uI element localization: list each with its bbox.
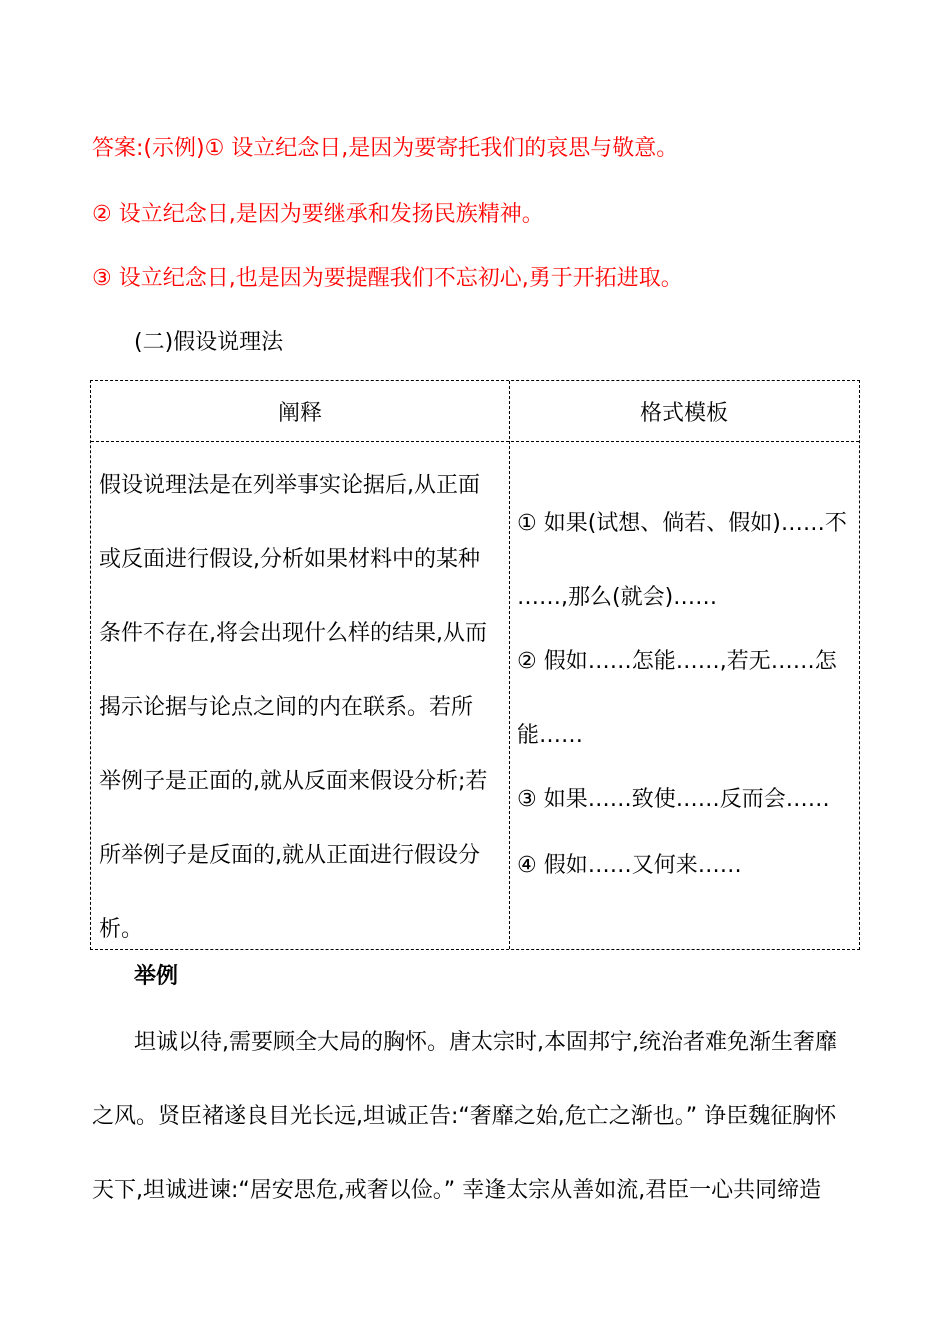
template-line: ……,那么(就会)…… (517, 585, 718, 610)
template-line: ③ 如果……致使……反而会…… (517, 787, 830, 812)
answer-line-3: ③ 设立纪念日,也是因为要提醒我们不忘初心,勇于开拓进取。 (92, 266, 683, 291)
example-line: 天下,坦诚进谏:“居安思危,戒奢以俭。” 幸逢太宗从善如流,君臣一心共同缔造 (92, 1178, 822, 1203)
answer-line-2: ② 设立纪念日,是因为要继承和发扬民族精神。 (92, 202, 544, 227)
explanation-line: 或反面进行假设,分析如果材料中的某种 (99, 547, 480, 572)
section-heading: (二)假设说理法 (134, 330, 284, 355)
example-line: 坦诚以待,需要顾全大局的胸怀。唐太宗时,本固邦宁,统治者难免渐生奢靡 (134, 1030, 837, 1055)
explanation-line: 假设说理法是在列举事实论据后,从正面 (99, 473, 480, 498)
template-line: ① 如果(试想、倘若、假如)……不 (517, 511, 847, 536)
method-table (90, 380, 860, 950)
explanation-line: 析。 (99, 917, 144, 942)
table-header-explanation: 阐释 (277, 400, 322, 426)
answer-line-1: 答案:(示例)① 设立纪念日,是因为要寄托我们的哀思与敬意。 (92, 136, 679, 161)
table-column-divider (509, 381, 510, 949)
explanation-line: 所举例子是反面的,就从正面进行假设分 (99, 843, 480, 868)
table-row-divider (91, 441, 859, 442)
table-header-template: 格式模板 (639, 400, 728, 426)
example-line: 之风。贤臣褚遂良目光长远,坦诚正告:“奢靡之始,危亡之渐也。” 诤臣魏征胸怀 (92, 1104, 837, 1129)
template-line: 能…… (517, 723, 584, 748)
explanation-line: 举例子是正面的,就从反面来假设分析;若 (99, 769, 488, 794)
example-label: 举例 (134, 964, 179, 989)
explanation-cell (99, 449, 503, 967)
template-line: ④ 假如……又何来…… (517, 853, 742, 878)
explanation-line: 揭示论据与论点之间的内在联系。若所 (99, 695, 474, 720)
template-line: ② 假如……怎能……,若无……怎 (517, 649, 837, 674)
explanation-line: 条件不存在,将会出现什么样的结果,从而 (99, 621, 487, 646)
